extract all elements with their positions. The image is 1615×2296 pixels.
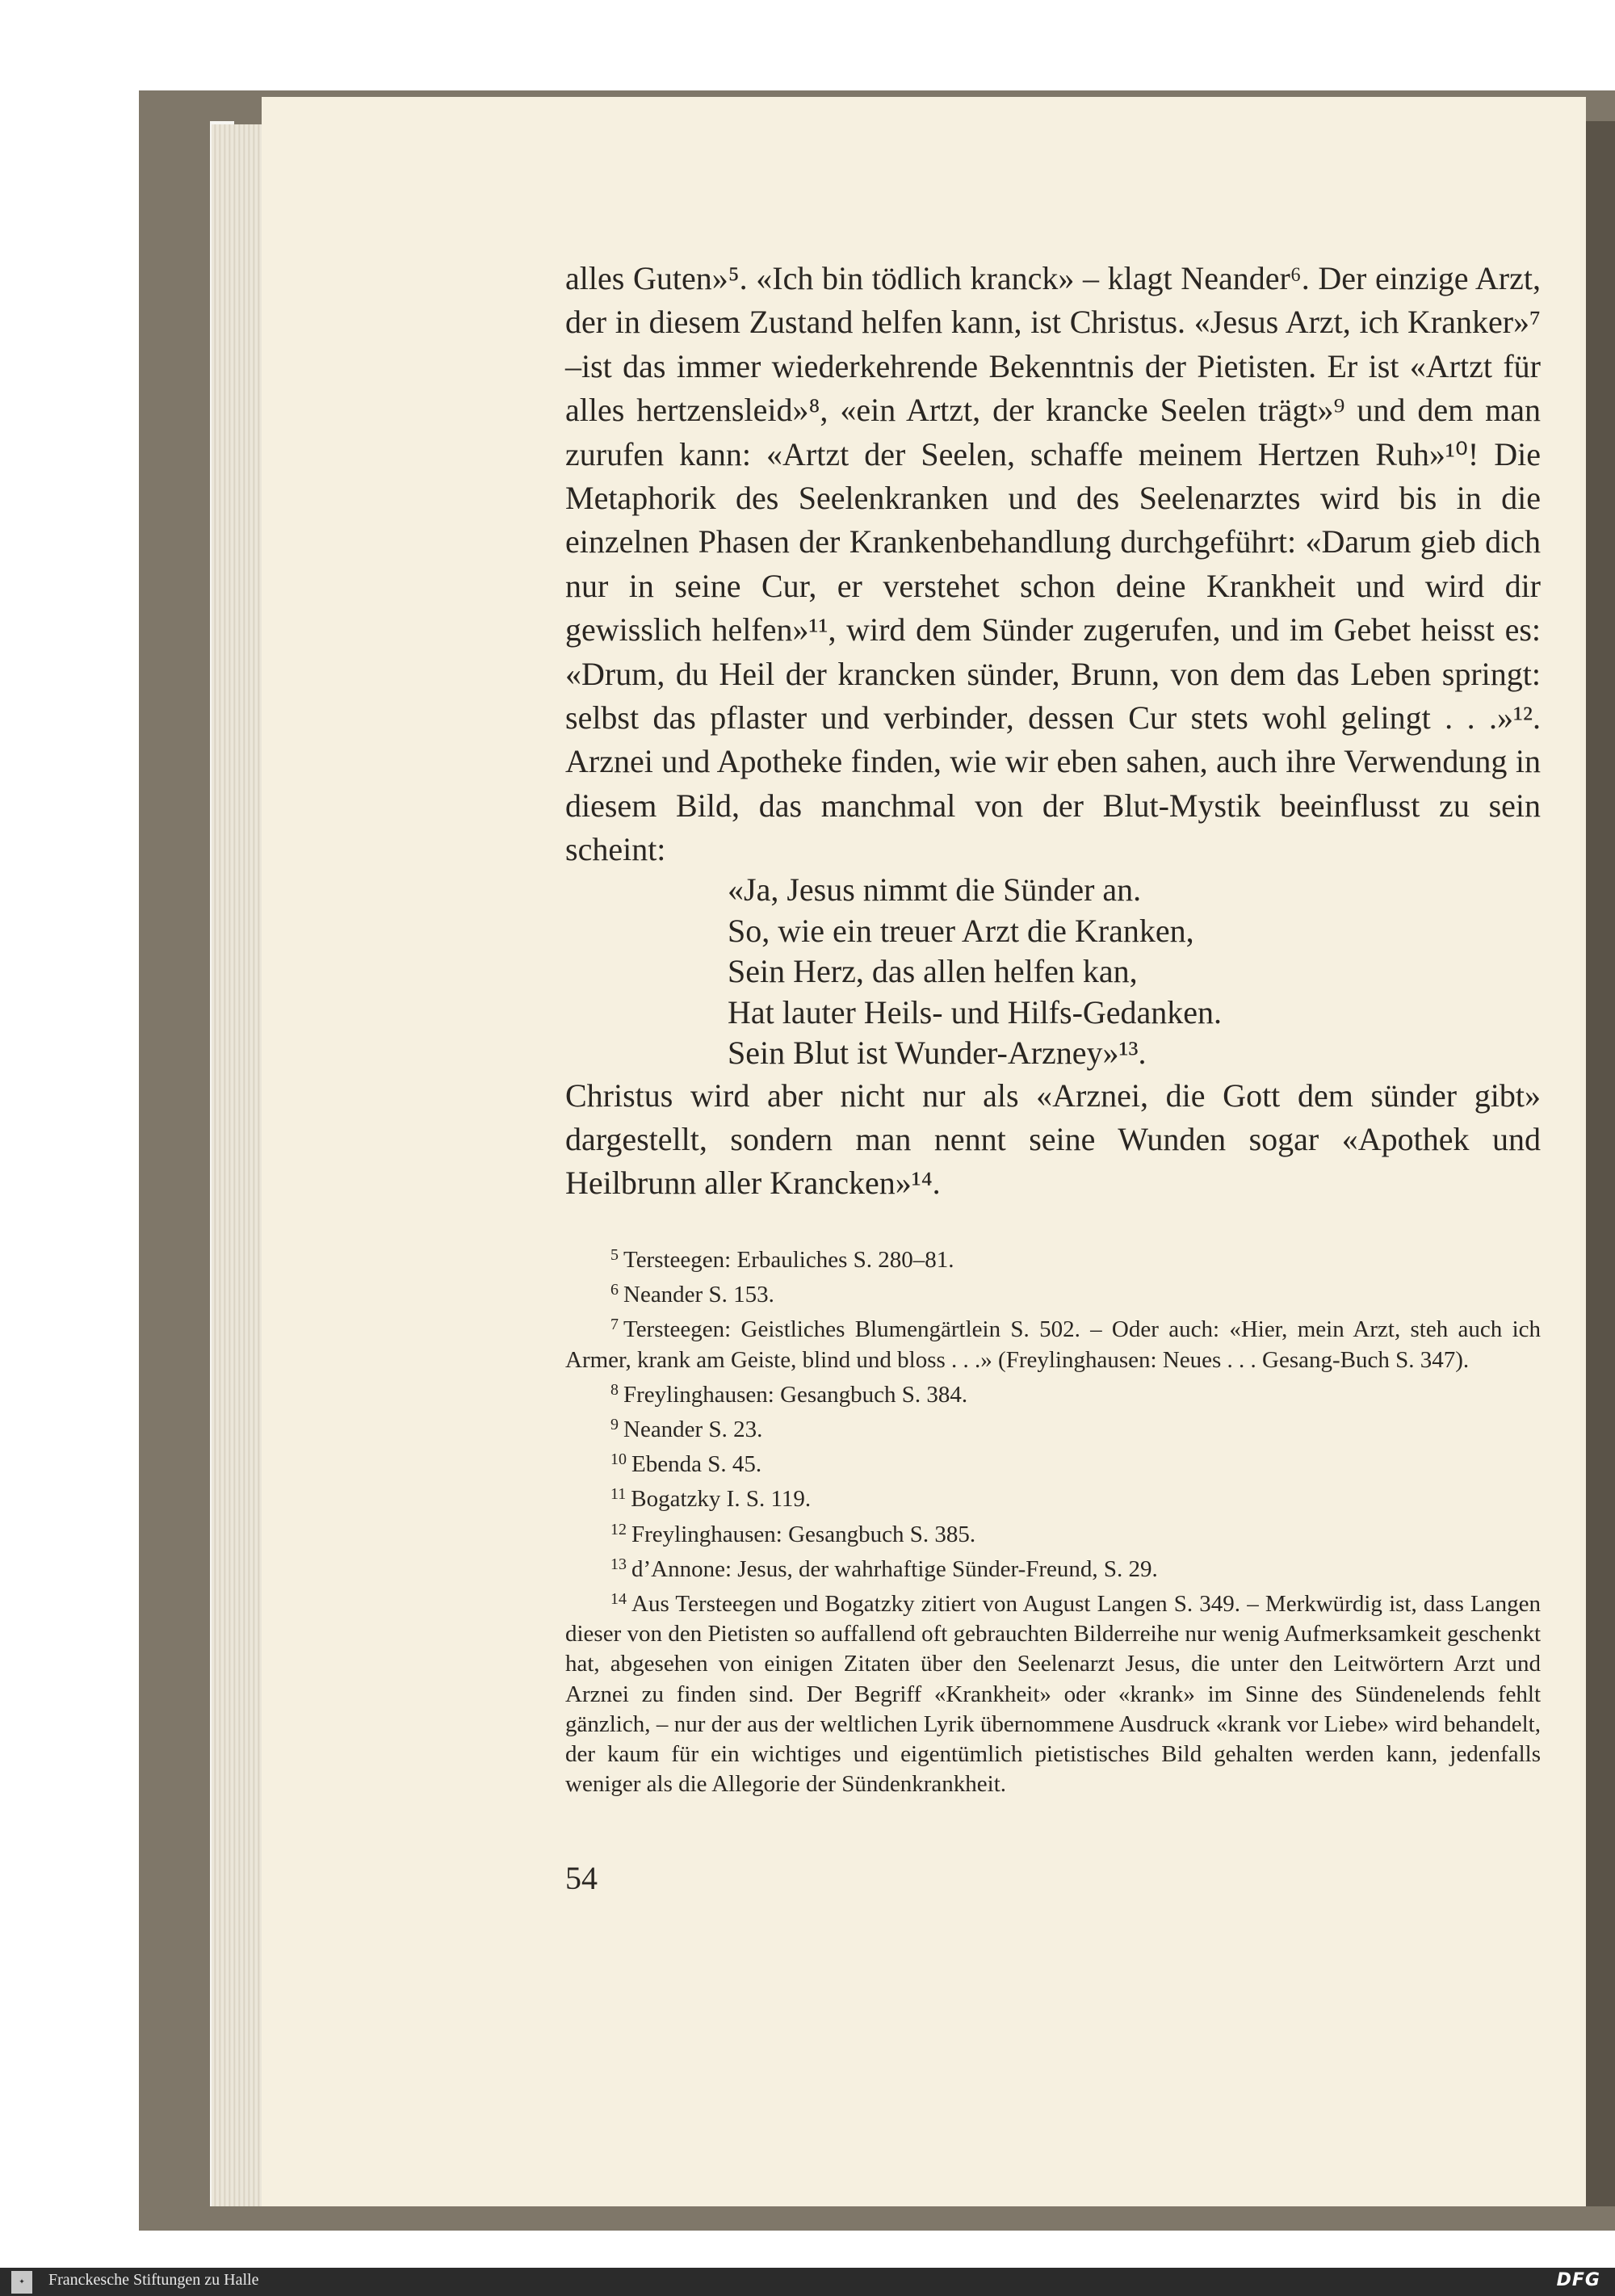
- institution-logo-icon: ✦: [11, 2271, 32, 2294]
- after-verse-text: Christus wird aber nicht nur als «Arznei, die Gott dem sünder gibt» dargestellt, sondern man nennt seine Wunden sogar «Apothek und Heilbrunn aller Krancken»¹⁴.: [565, 1077, 1541, 1201]
- after-verse-paragraph: [565, 1074, 1541, 1205]
- footnote-number: 8: [610, 1380, 619, 1399]
- footnote-number: 10: [610, 1450, 627, 1469]
- footnote-text: Neander S. 23.: [623, 1417, 763, 1443]
- footer-institution-link[interactable]: Franckesche Stiftungen zu Halle: [48, 2271, 259, 2289]
- footnote: [565, 1550, 1541, 1585]
- footnote-number: 14: [610, 1590, 627, 1609]
- footnote: [565, 1515, 1541, 1550]
- footnote-text: Neander S. 153.: [623, 1282, 774, 1308]
- footnote-number: 6: [610, 1281, 619, 1299]
- verse-line: «Ja, Jesus nimmt die Sünder an.: [728, 871, 1142, 908]
- verse-line: So, wie ein treuer Arzt die Kranken,: [728, 912, 1194, 949]
- footnote: [565, 1410, 1541, 1445]
- footnote: [565, 1310, 1541, 1375]
- verse-line: Hat lauter Heils- und Hilfs-Gedanken.: [728, 993, 1223, 1030]
- verse-line: Sein Herz, das allen helfen kan,: [728, 953, 1138, 990]
- footnote-number: 11: [610, 1485, 627, 1504]
- footnote: [565, 1445, 1541, 1480]
- footnote-text: Ebenda S. 45.: [631, 1451, 762, 1478]
- footnote-number: 13: [610, 1555, 627, 1573]
- body-paragraph: [565, 257, 1541, 872]
- footnote: [565, 1480, 1541, 1514]
- dfg-logo: DFG: [1556, 2270, 1600, 2290]
- footnote: [565, 1585, 1541, 1799]
- verse-quote: [728, 870, 1222, 1074]
- footnote-number: 5: [610, 1246, 619, 1264]
- footnote-number: 7: [610, 1316, 619, 1334]
- footnote: [565, 1375, 1541, 1410]
- footnote-text: Freylinghausen: Gesangbuch S. 384.: [623, 1381, 968, 1408]
- footnote-number: 12: [610, 1520, 627, 1538]
- footnote-text: Freylinghausen: Gesangbuch S. 385.: [631, 1521, 976, 1547]
- verse-line: Sein Blut ist Wunder-Arzney»¹³.: [728, 1035, 1147, 1072]
- footnotes: [565, 1240, 1541, 1799]
- binding-right-edge: [1586, 121, 1615, 2206]
- footnote-text: Aus Tersteegen und Bogatzky zitiert von August Langen S. 349. – Merkwürdig ist, dass Langen dieser von den Pietisten so auffallend oft gebrauchten Bilderreihe nur wenig Aufmerksamkeit geschenkt hat, abgesehen von einigen Zitaten über den Seelenarzt Jesus, die unter den Leitwörtern Arzt und Arznei zu finden sind. Der Begriff «Krankheit» oder «krank» im Sinne des Sündenelends fehlt gänzlich, – nur der aus der weltlichen Lyrik übernommene Ausdruck «krank vor Liebe» wird behandelt, der kaum für ein wichtiges und eigentümlich pietistisches Bild gehalten werden kann, jedenfalls weniger als die Allegorie der Sündenkrankheit.: [565, 1591, 1541, 1798]
- footnote: [565, 1240, 1541, 1275]
- footnote-number: 9: [610, 1416, 619, 1434]
- footnote: [565, 1275, 1541, 1310]
- footnote-text: Tersteegen: Erbauliches S. 280–81.: [623, 1247, 954, 1273]
- body-paragraph-text: alles Guten»⁵. «Ich bin tödlich kranck» – klagt Neander⁶. Der einzige Arzt, der in diesem Zustand helfen kann, ist Christus. «Jesus Arzt, ich Kranker»⁷ –ist das immer wiederkehrende Bekenntnis der Pietisten. Er ist «Artzt für alles hertzensleid»⁸, «ein Artzt, der krancke Seelen trägt»⁹ und dem man zurufen kann: «Artzt der Seelen, schaffe meinem Hertzen Ruh»¹⁰! Die Metaphorik des Seelenkranken und des Seelenarztes wird bis in die einzelnen Phasen der Krankenbehandlung durchgeführt: «Darum gieb dich nur in seine Cur, er verstehet schon deine Krankheit und wird dir gewisslich helfen»¹¹, wird dem Sünder zugerufen, und im Gebet heisst es: «Drum, du Heil der krancken sünder, Brunn, von dem das Leben springt: selbst das pflaster und verbinder, dessen Cur stets wohl gelingt . . .»¹². Arznei und Apotheke finden, wie wir eben sahen, auch ihre Verwendung in diesem Bild, das manchmal von der Blut-Mystik beeinflusst zu sein scheint:: [565, 260, 1541, 868]
- footnote-text: Tersteegen: Geistliches Blumengärtlein S. 502. – Oder auch: «Hier, mein Arzt, steh auch ich Armer, krank am Geiste, blind und bloss . . .» (Freylinghausen: Neues . . . Gesang-Buch S. 347).: [565, 1316, 1541, 1373]
- page-number: 54: [565, 1860, 598, 1896]
- footnote-text: d’Annone: Jesus, der wahrhaftige Sünder-Freund, S. 29.: [631, 1555, 1158, 1582]
- footnote-text: Bogatzky I. S. 119.: [631, 1486, 812, 1513]
